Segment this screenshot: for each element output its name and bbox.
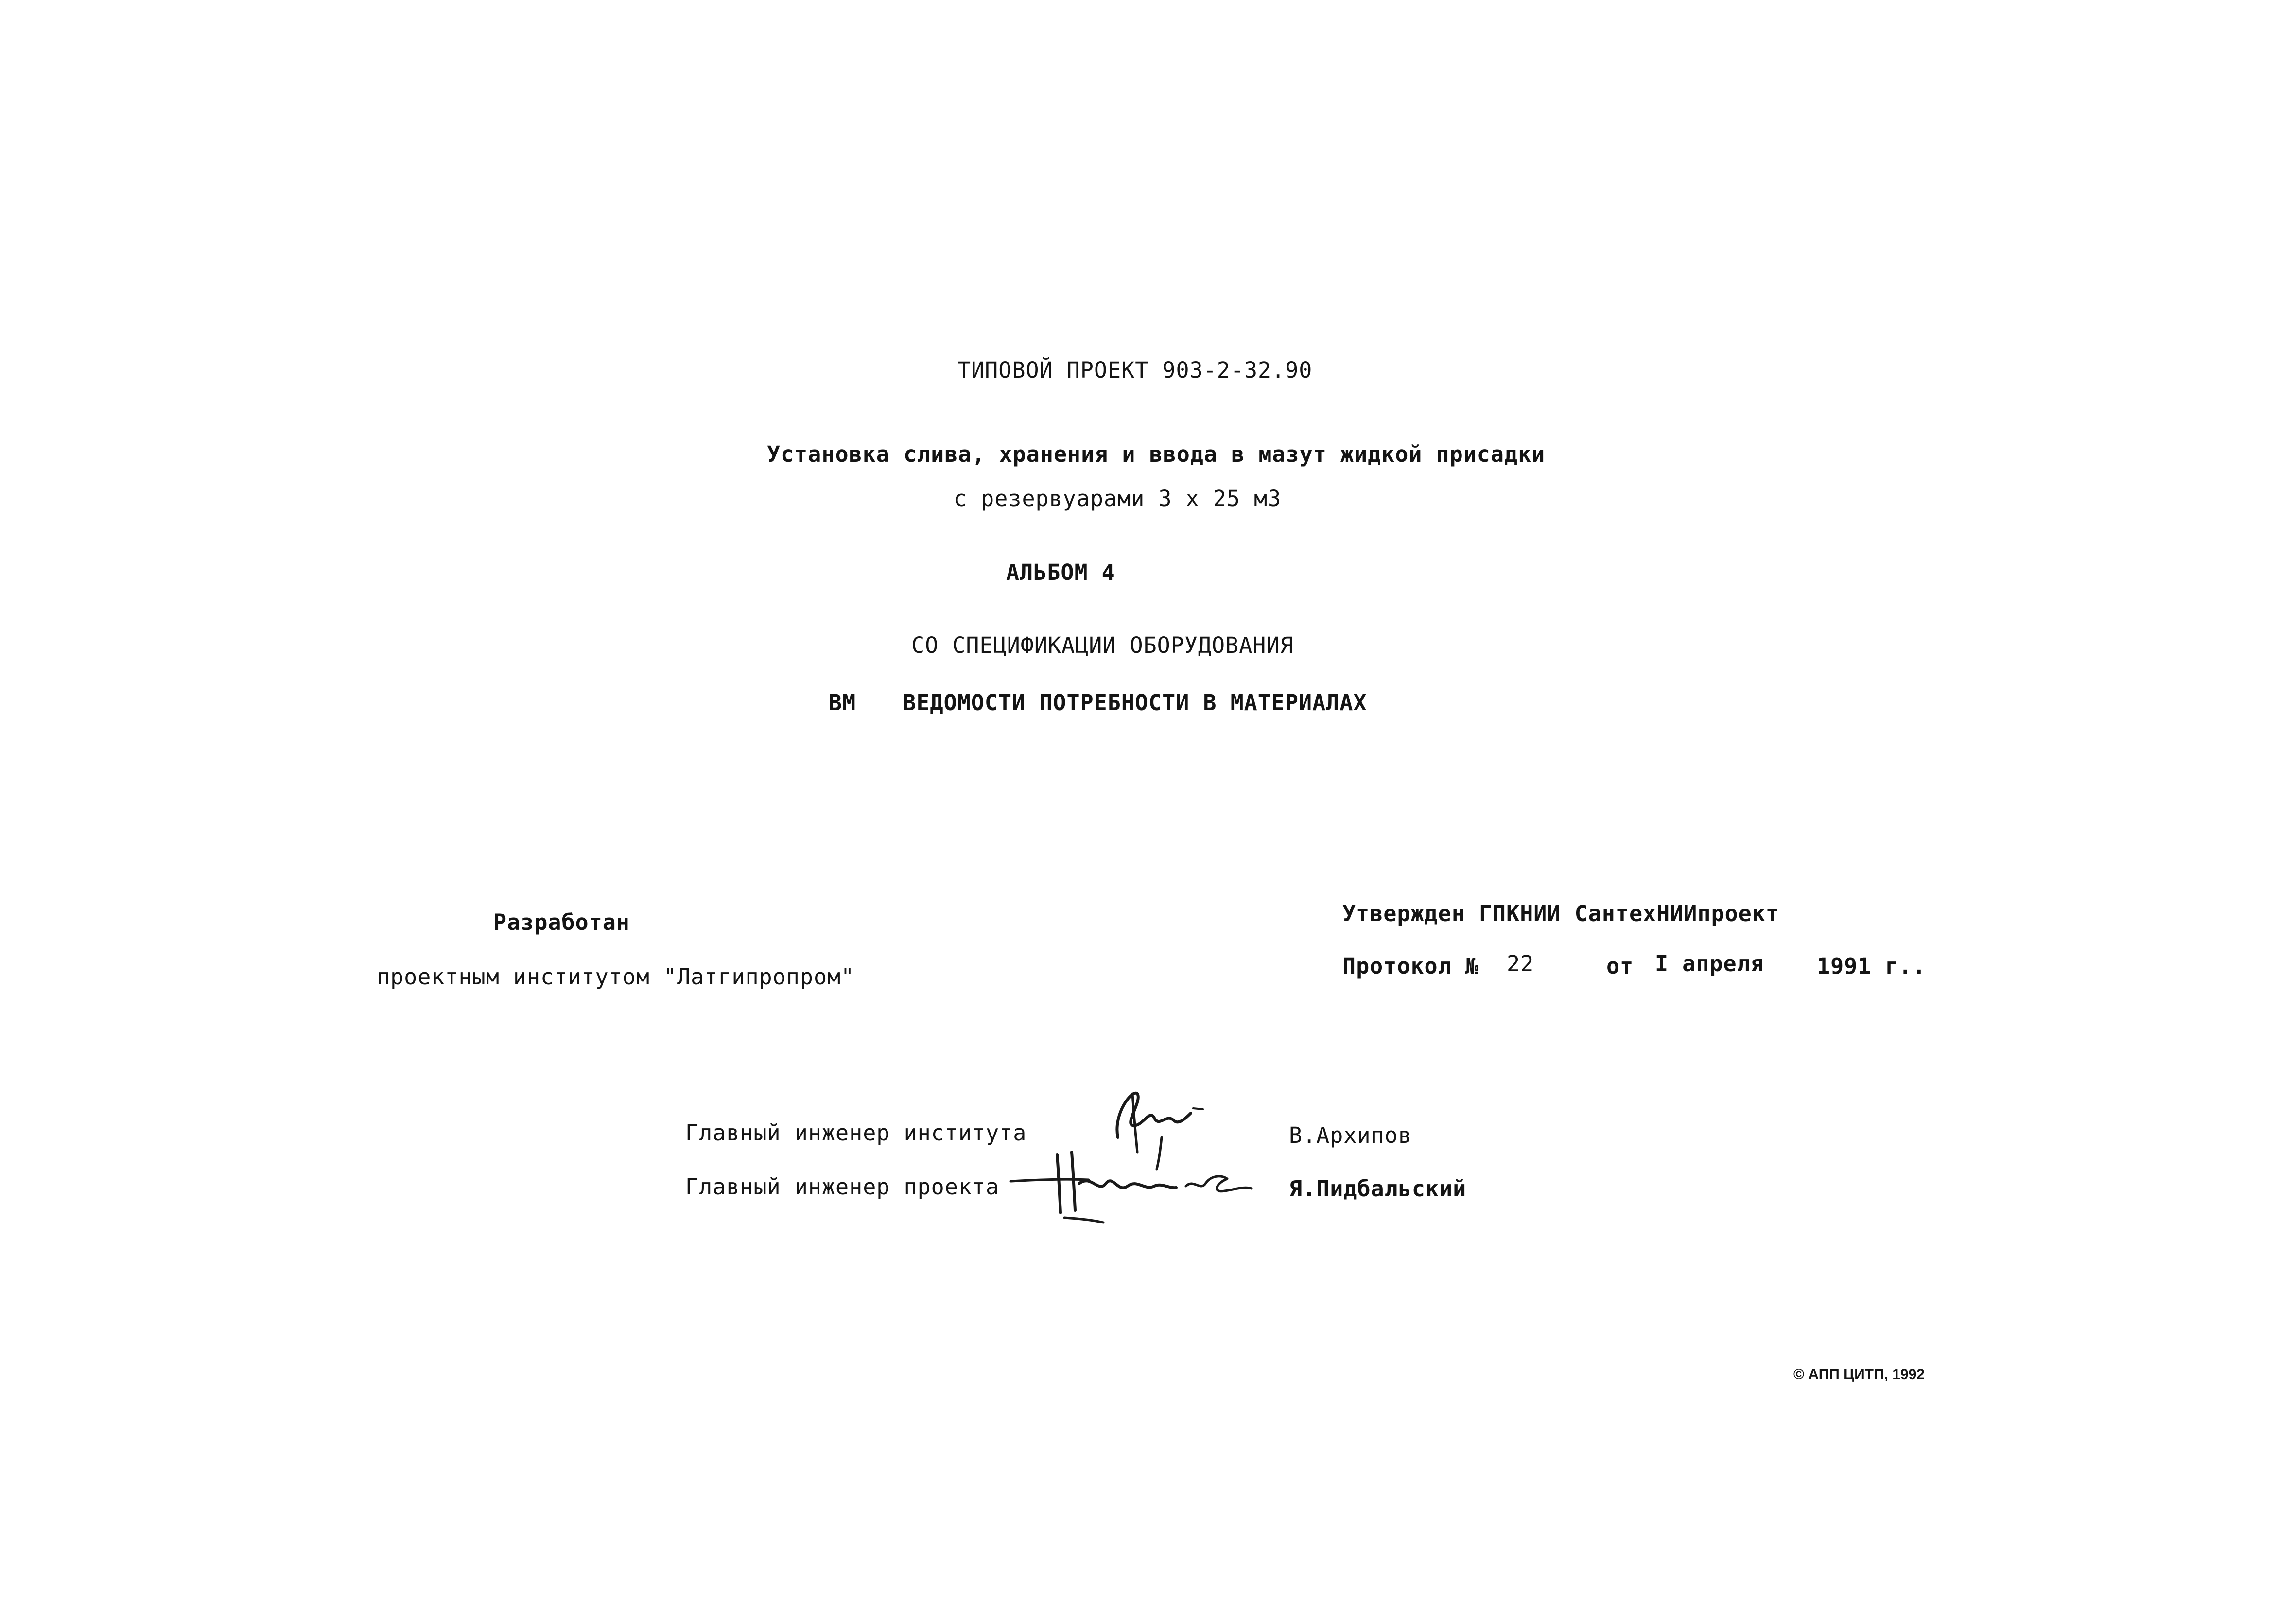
developed-by: проектным институтом "Латгипропром" — [377, 964, 855, 990]
contents-item-vm — [829, 689, 1367, 717]
signatory-role-project: Главный инженер проекта — [685, 1174, 1000, 1200]
subtitle-line-1: Установка слива, хранения и ввода в мазут жидкой присадки — [767, 441, 1546, 467]
approval-year: 1991 г.. — [1817, 953, 1926, 979]
protocol-label: Протокол № — [1342, 953, 1479, 979]
contents-code: ВМ — [829, 690, 856, 716]
signatory-name-institute: В.Архипов — [1289, 1122, 1412, 1148]
contents-text: СПЕЦИФИКАЦИИ ОБОРУДОВАНИЯ — [952, 632, 1294, 658]
contents-code: СО — [911, 632, 939, 658]
approval-date: I апреля — [1655, 951, 1764, 977]
signatory-name-project: Я.Пидбальский — [1289, 1176, 1467, 1202]
signature-chief-engineer-project — [1006, 1145, 1259, 1227]
copyright-stamp: © АПП ЦИТП, 1992 — [1793, 1366, 1925, 1382]
signatory-role-institute: Главный инженер института — [685, 1120, 1027, 1146]
date-prefix: от — [1606, 953, 1634, 979]
contents-item-so — [911, 632, 1294, 659]
contents-text: ВЕДОМОСТИ ПОТРЕБНОСТИ В МАТЕРИАЛАХ — [903, 690, 1367, 716]
subtitle-line-2: с резервуарами 3 х 25 м3 — [954, 486, 1282, 511]
approved-label: Утвержден ГПКНИИ СантехНИИпроект — [1342, 901, 1779, 926]
developed-label: Разработан — [493, 909, 630, 935]
protocol-number: 22 — [1507, 951, 1534, 977]
project-title: ТИПОВОЙ ПРОЕКТ 903-2-32.90 — [957, 357, 1313, 383]
album-title: АЛЬБОМ 4 — [1006, 559, 1115, 585]
